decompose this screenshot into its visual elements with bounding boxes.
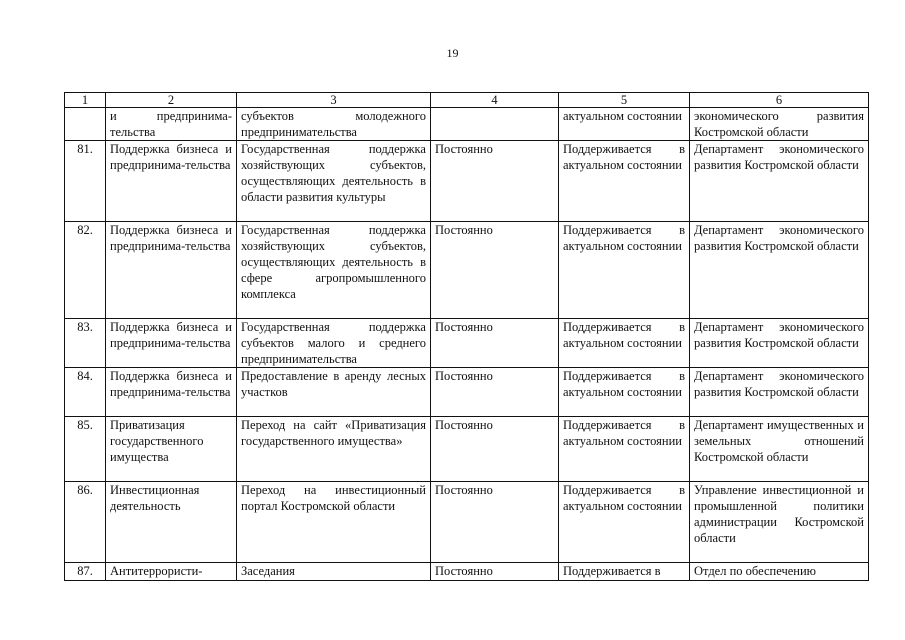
- header-col-5: 5: [559, 93, 690, 108]
- header-col-3: 3: [237, 93, 431, 108]
- cell-action: субъектов молодежного предпринимательства: [237, 108, 431, 141]
- table-row: [65, 108, 869, 141]
- cell-service: Поддержка бизнеса и предпринима-тельства: [106, 319, 237, 368]
- cell-num: 85.: [65, 417, 106, 482]
- cell-period: Постоянно: [431, 141, 559, 222]
- cell-status: Поддерживается в: [559, 563, 690, 581]
- cell-action: Переход на сайт «Приватизация государственного имущества»: [237, 417, 431, 482]
- cell-dept: Департамент экономического развития Костромской области: [690, 319, 869, 368]
- cell-action: Государственная поддержка субъектов малого и среднего предпринимательства: [237, 319, 431, 368]
- header-col-2: 2: [106, 93, 237, 108]
- cell-period: Постоянно: [431, 417, 559, 482]
- cell-period: Постоянно: [431, 368, 559, 417]
- table-row: [65, 482, 869, 563]
- cell-service: Поддержка бизнеса и предпринима-тельства: [106, 368, 237, 417]
- cell-service: Поддержка бизнеса и предпринима-тельства: [106, 222, 237, 319]
- cell-num: 81.: [65, 141, 106, 222]
- header-col-4: 4: [431, 93, 559, 108]
- cell-dept: Управление инвестиционной и промышленной политики администрации Костромской области: [690, 482, 869, 563]
- page-number: 19: [446, 46, 459, 60]
- cell-service: Приватизация государственного имущества: [106, 417, 237, 482]
- cell-service: Антитеррористи-: [106, 563, 237, 581]
- cell-action: Переход на инвестиционный портал Костромской области: [237, 482, 431, 563]
- table-row: [65, 368, 869, 417]
- cell-status: Поддерживается в актуальном состоянии: [559, 222, 690, 319]
- table-header-row: [65, 93, 869, 108]
- cell-num: 83.: [65, 319, 106, 368]
- cell-dept: Департамент экономического развития Костромской области: [690, 368, 869, 417]
- cell-service: Поддержка бизнеса и предпринима-тельства: [106, 141, 237, 222]
- cell-action: Предоставление в аренду лесных участков: [237, 368, 431, 417]
- cell-dept: Департамент экономического развития Костромской области: [690, 222, 869, 319]
- cell-num: 86.: [65, 482, 106, 563]
- header-col-6: 6: [690, 93, 869, 108]
- cell-num: 82.: [65, 222, 106, 319]
- table-row: [65, 222, 869, 319]
- table-row: [65, 319, 869, 368]
- table-row: [65, 563, 869, 581]
- cell-period: Постоянно: [431, 563, 559, 581]
- cell-dept: Департамент имущественных и земельных отношений Костромской области: [690, 417, 869, 482]
- cell-dept: экономического развития Костромской области: [690, 108, 869, 141]
- header-col-1: 1: [65, 93, 106, 108]
- cell-period: Постоянно: [431, 319, 559, 368]
- cell-period: Постоянно: [431, 222, 559, 319]
- cell-status: актуальном состоянии: [559, 108, 690, 141]
- cell-status: Поддерживается в актуальном состоянии: [559, 417, 690, 482]
- cell-num: 87.: [65, 563, 106, 581]
- cell-service: Инвестиционная деятельность: [106, 482, 237, 563]
- cell-dept: Департамент экономического развития Костромской области: [690, 141, 869, 222]
- cell-num: [65, 108, 106, 141]
- cell-num: 84.: [65, 368, 106, 417]
- cell-status: Поддерживается в актуальном состоянии: [559, 141, 690, 222]
- cell-status: Поддерживается в актуальном состоянии: [559, 482, 690, 563]
- cell-dept: Отдел по обеспечению: [690, 563, 869, 581]
- services-table: [64, 92, 869, 581]
- cell-period: [431, 108, 559, 141]
- cell-status: Поддерживается в актуальном состоянии: [559, 319, 690, 368]
- cell-period: Постоянно: [431, 482, 559, 563]
- cell-action: Государственная поддержка хозяйствующих субъектов, осуществляющих деятельность в сфере агропромышленного комплекса: [237, 222, 431, 319]
- cell-action: Государственная поддержка хозяйствующих субъектов, осуществляющих деятельность в области развития культуры: [237, 141, 431, 222]
- table-row: [65, 417, 869, 482]
- cell-action: Заседания: [237, 563, 431, 581]
- cell-status: Поддерживается в актуальном состоянии: [559, 368, 690, 417]
- table-row: [65, 141, 869, 222]
- cell-service: и предпринима-тельства: [106, 108, 237, 141]
